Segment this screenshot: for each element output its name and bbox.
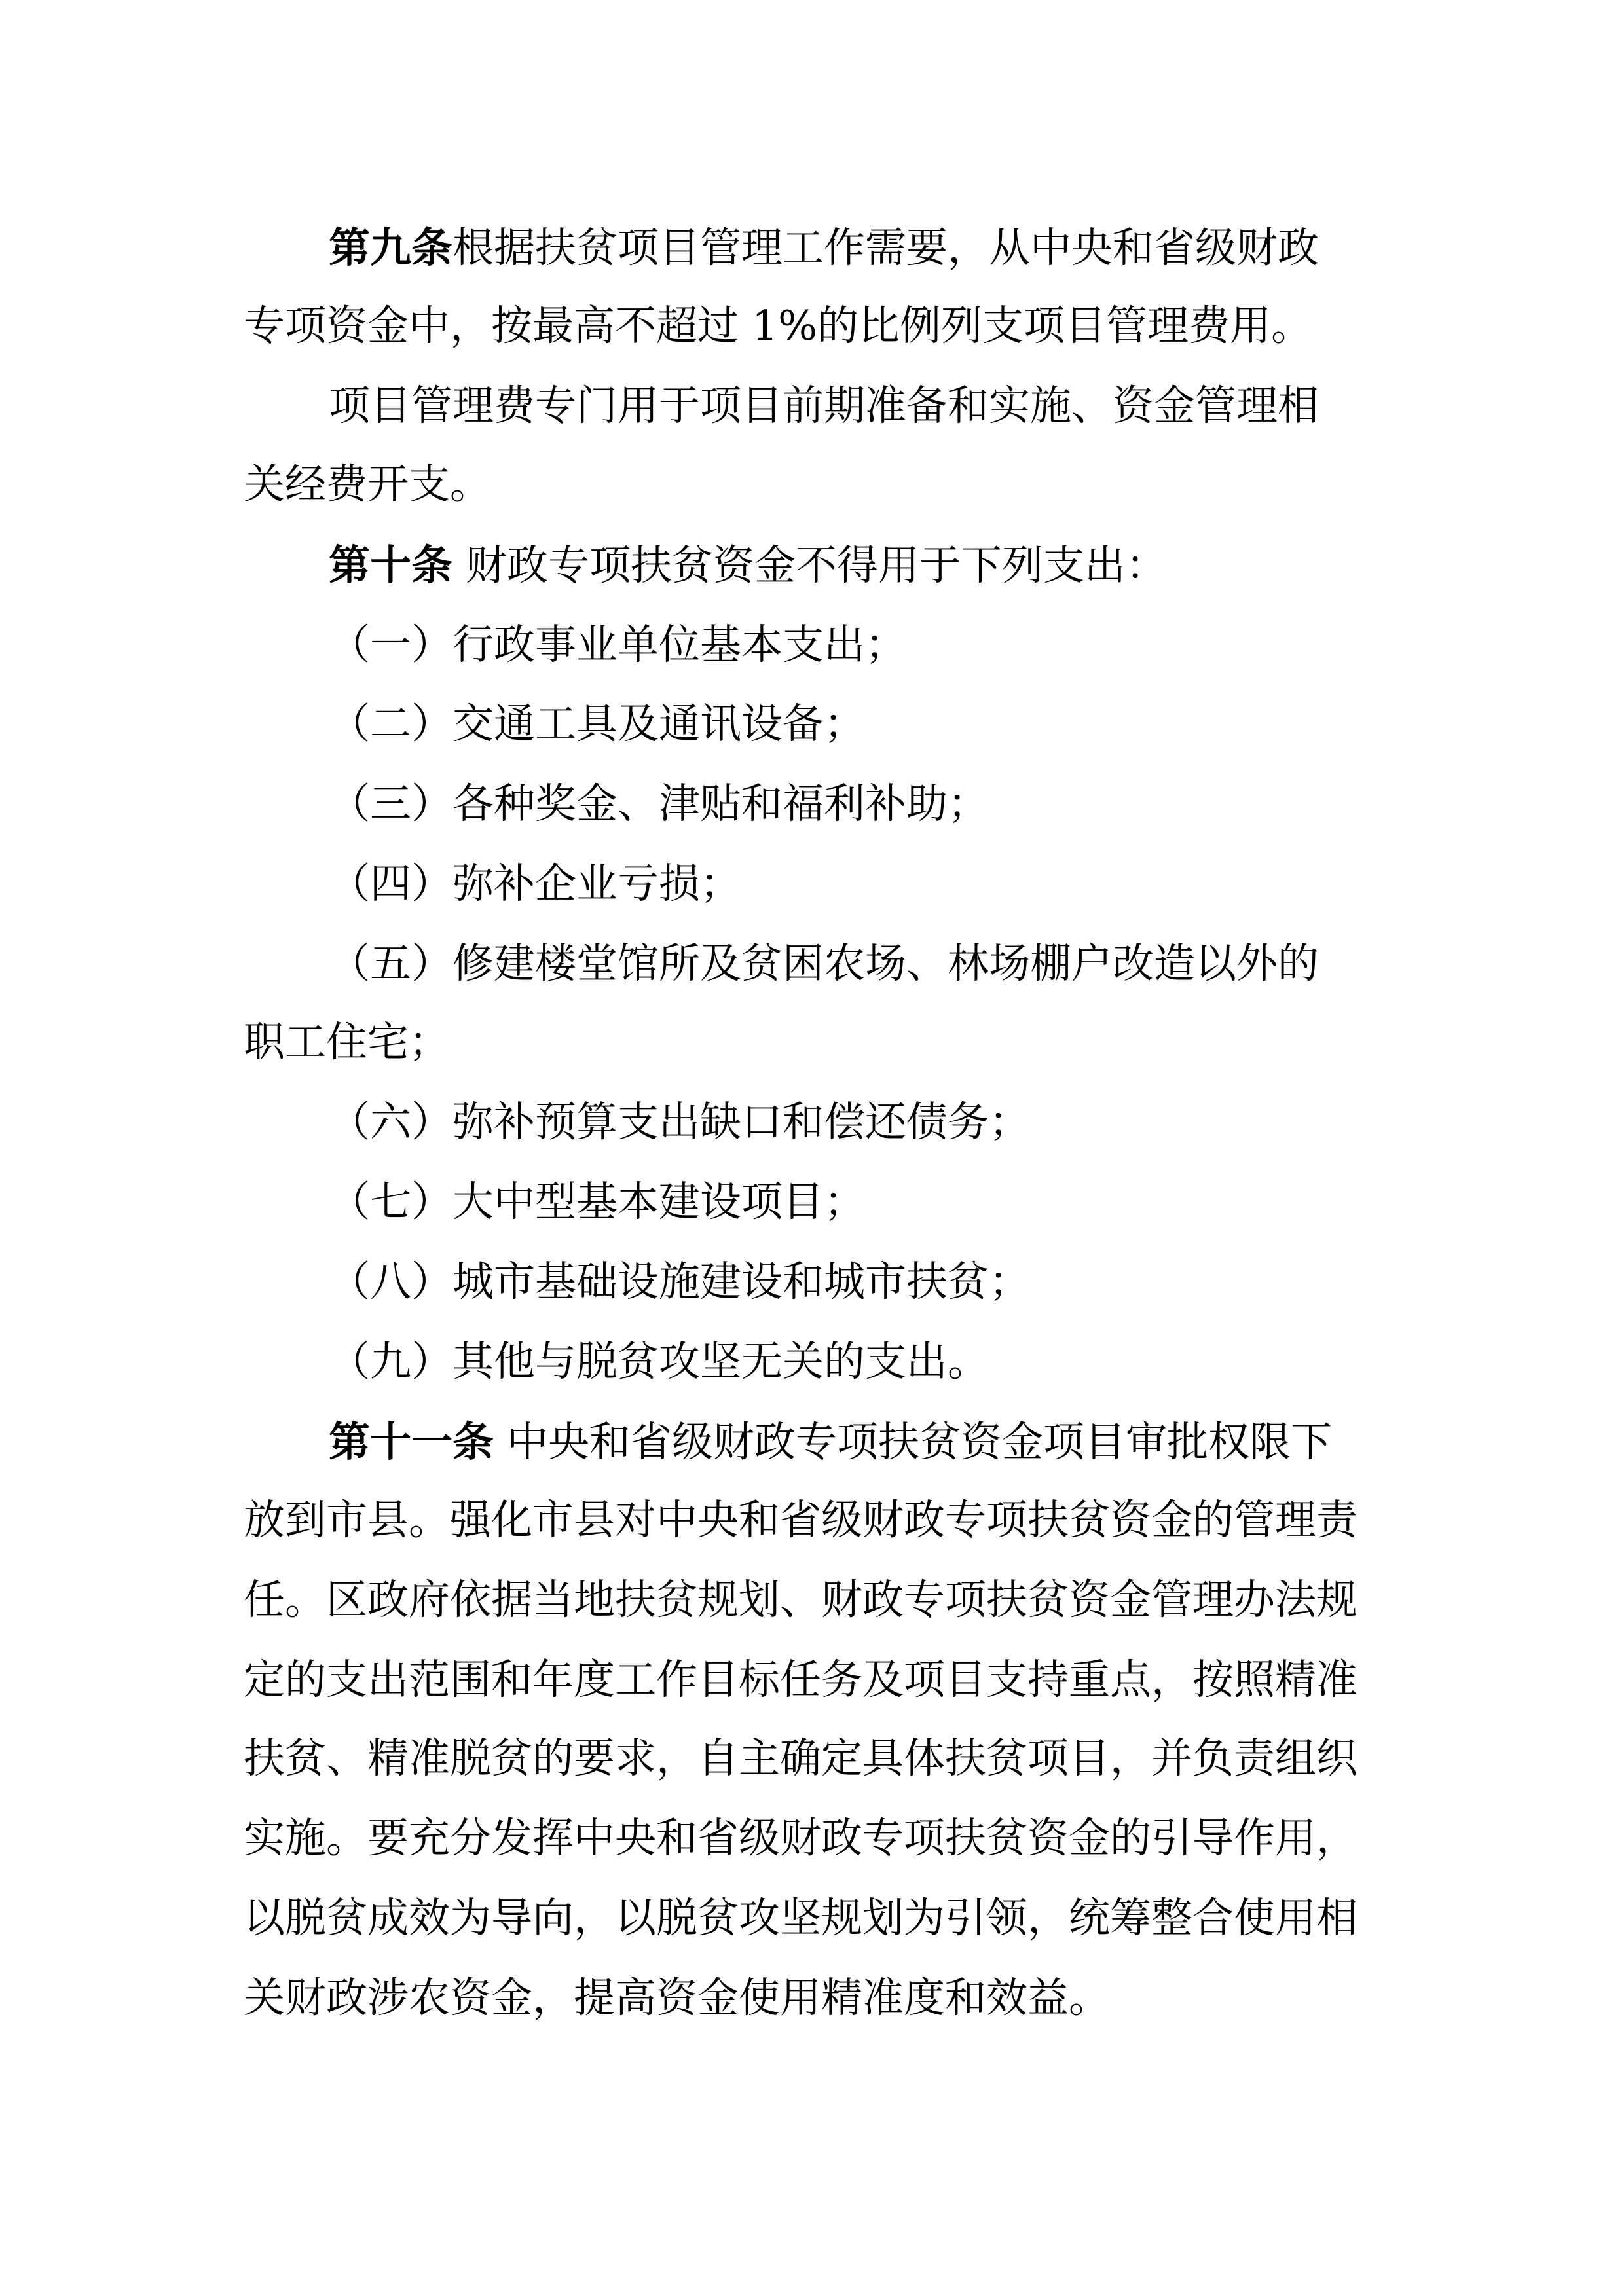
article-9-text-1: 根据扶贫项目管理工作需要，从中央和省级财政 [452, 224, 1319, 272]
article-10-item-1: （一）行政事业单位基本支出； [329, 621, 906, 668]
article-10-item-3: （三）各种奖金、津贴和福利补助； [329, 780, 989, 828]
article-11-line-6: 实施。要充分发挥中央和省级财政专项扶贫资金的引导作用， [244, 1814, 1357, 1862]
article-11-line-7: 以脱贫成效为导向，以脱贫攻坚规划为引领，统筹整合使用相 [244, 1894, 1357, 1942]
article-10-item-8: （八）城市基础设施建设和城市扶贫； [329, 1258, 1030, 1305]
article-10-intro: 财政专项扶贫资金不得用于下列支出： [452, 541, 1168, 589]
article-10-item-5-cont: 职工住宅； [244, 1018, 450, 1066]
article-10-item-5: （五）修建楼堂馆所及贫困农场、林场棚户改造以外的 [329, 939, 1319, 987]
article-9-heading: 第九条 [329, 223, 452, 272]
article-11-line-1 [329, 1415, 1332, 1468]
article-10-item-2: （二）交通工具及通讯设备； [329, 700, 865, 748]
article-9-line-2: 专项资金中，按最高不超过 1%的比例列支项目管理费用。 [244, 302, 1312, 350]
article-10-line-1 [329, 539, 1167, 592]
article-10-item-7: （七）大中型基本建设项目； [329, 1178, 865, 1226]
article-10-heading: 第十条 [329, 541, 452, 589]
article-11-line-5: 扶贫、精准脱贫的要求，自主确定具体扶贫项目，并负责组织 [244, 1734, 1357, 1782]
article-9-para-2-line-2: 关经费开支。 [244, 460, 491, 508]
article-11-text-1: 中央和省级财政专项扶贫资金项目审批权限下 [494, 1418, 1333, 1466]
article-11-line-2: 放到市县。强化市县对中央和省级财政专项扶贫资金的管理责 [244, 1496, 1357, 1544]
article-10-item-9: （九）其他与脱贫攻坚无关的支出。 [329, 1338, 989, 1385]
article-10-item-6: （六）弥补预算支出缺口和偿还债务； [329, 1098, 1030, 1146]
article-11-heading: 第十一条 [329, 1417, 494, 1466]
article-9-para-2-line-1: 项目管理费专门用于项目前期准备和实施、资金管理相 [329, 382, 1319, 429]
article-11-line-3: 任。区政府依据当地扶贫规划、财政专项扶贫资金管理办法规 [244, 1576, 1357, 1624]
article-10-item-4: （四）弥补企业亏损； [329, 860, 741, 907]
article-9-line-1 [329, 221, 1319, 274]
article-11-line-8: 关财政涉农资金，提高资金使用精准度和效益。 [244, 1974, 1110, 2022]
article-11-line-4: 定的支出范围和年度工作目标任务及项目支持重点，按照精准 [244, 1656, 1357, 1704]
